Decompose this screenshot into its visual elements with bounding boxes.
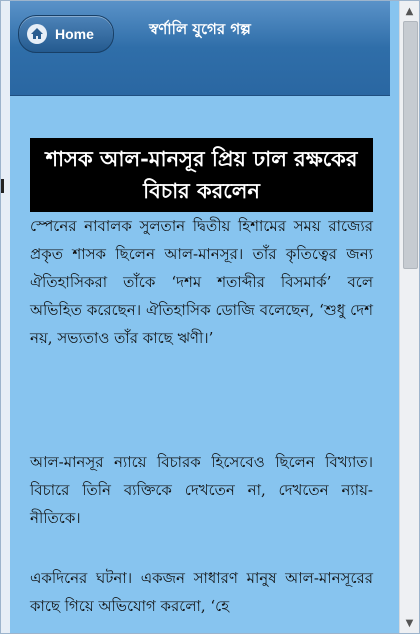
edge-marker [1,179,4,193]
scroll-thumb[interactable] [403,21,418,269]
article-title: শাসক আল-মানসূর প্রিয় ঢাল রক্ষকের বিচার করলেন [30,138,373,212]
home-icon [27,24,47,44]
scroll-down-arrow-icon[interactable]: ▼ [405,617,414,629]
page-title: স্বর্ণালি যুগের গল্প [149,20,251,38]
article-paragraph: একদিনের ঘটনা। একজন সাধারণ মানুষ আল-মানসূরের কাছে গিয়ে অভিযোগ করলো, ‘হে [30,569,373,615]
header-bar [10,1,390,96]
home-button[interactable] [18,15,114,53]
article-content [10,96,390,633]
article-paragraph: আল-মানসূর ন্যায়ে বিচারক হিসেবেও ছিলেন বিখ্যাত। বিচারে তিনি ব্যক্তিকে দেখতেন না, দেখতেন ন্যায়-নীতিকে। [30,453,373,527]
scroll-up-arrow-icon[interactable]: ▲ [405,5,414,17]
vertical-scrollbar[interactable] [399,1,419,633]
article-paragraph: স্পেনের নাবালক সুলতান দ্বিতীয় হিশামের সময় রাজ্যের প্রকৃত শাসক ছিলেন আল-মানসূর। তাঁর কৃতিত্বের জন্য ঐতিহাসিকরা তাঁকে ‘দশম শতাব্দীর বিসমার্ক’ বলে অভিহিত করেছেন। ঐতিহাসিক ডোজি বলেছেন, ‘শুধু দেশ নয়, সভ্যতাও তাঁর কাছে ঋণী।’ [30,217,373,347]
home-button-label: Home [55,26,94,42]
